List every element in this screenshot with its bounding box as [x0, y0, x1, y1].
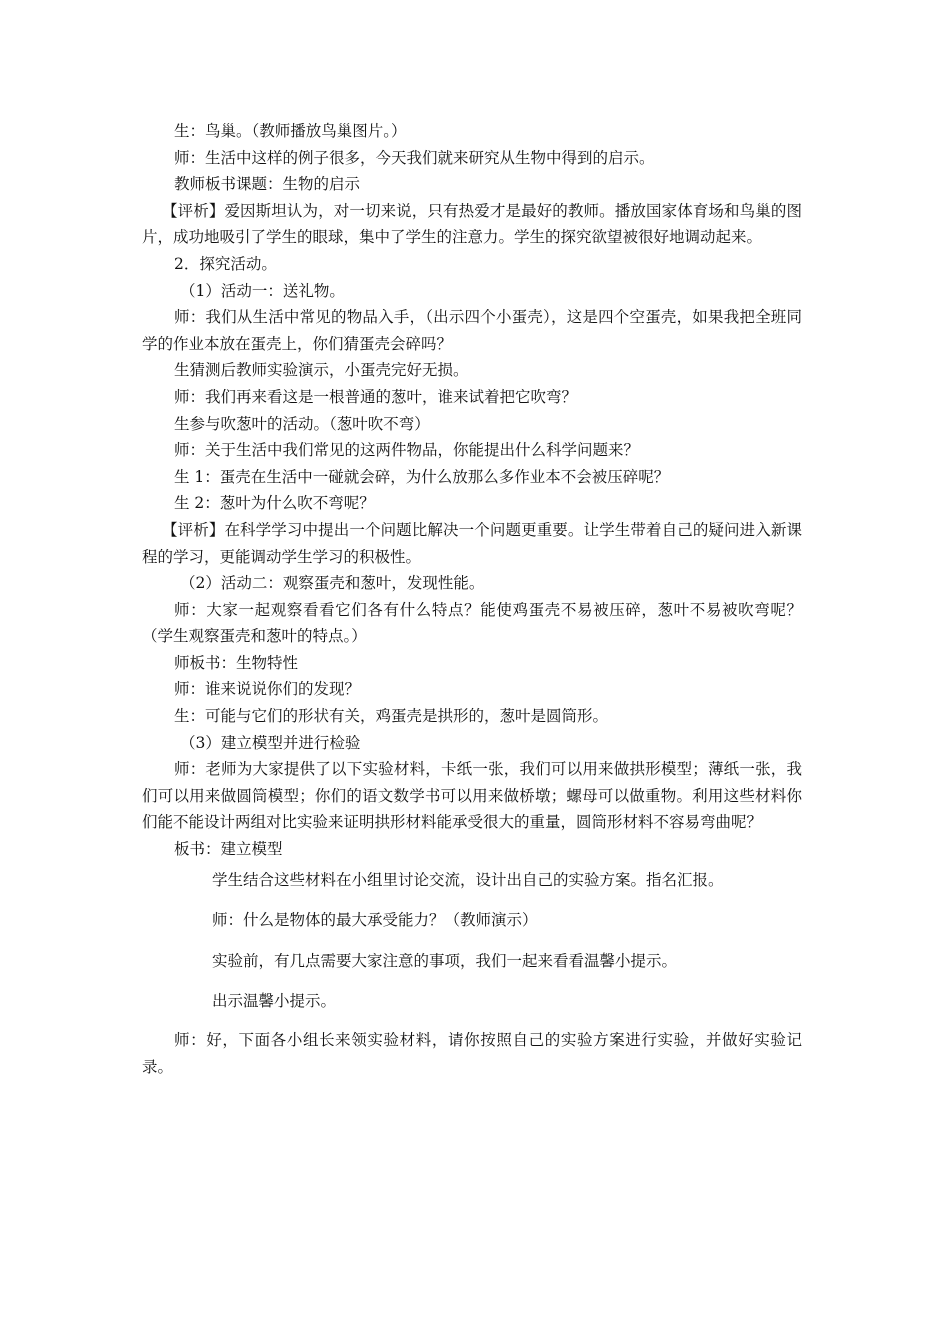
paragraph-21: 师：老师为大家提供了以下实验材料，卡纸一张，我们可以用来做拱形模型；薄纸一张，我们可以用来做圆筒模型；你们的语文数学书可以用来做桥墩；螺母可以做重物。利用这些材料你们能不能设计两组对比实验来证明拱形材料能承受很大的重量，圆筒形材料不容易弯曲呢？	[142, 760, 802, 832]
paragraph-10: 生参与吹葱叶的活动。（葱叶吹不弯）	[174, 414, 430, 433]
paragraph-17: 师板书：生物特性	[174, 653, 299, 672]
paragraph-8: 生猜测后教师实验演示，小蛋壳完好无损。	[174, 361, 469, 380]
paragraph-11: 师：关于生活中我们常见的这两件物品，你能提出什么科学问题来？	[174, 441, 640, 460]
paragraph-23: 学生结合这些材料在小组里讨论交流，设计出自己的实验方案。指名汇报。	[212, 870, 724, 889]
paragraph-25: 实验前，有几点需要大家注意的事项，我们一起来看看温馨小提示。	[212, 951, 678, 970]
paragraph-22: 板书：建立模型	[174, 840, 283, 859]
commentary-2: 【评析】在科学学习中提出一个问题比解决一个问题更重要。让学生带着自己的疑问进入新课程的学习，更能调动学生学习的积极性。	[142, 520, 802, 566]
paragraph-2: 师：生活中这样的例子很多，今天我们就来研究从生物中得到的启示。	[174, 148, 655, 167]
paragraph-16: 师：大家一起观察看看它们各有什么特点？能使鸡蛋壳不易被压碎，葱叶不易被吹弯呢？（学生观察蛋壳和葱叶的特点。）	[142, 600, 802, 646]
paragraph-27: 师：好，下面各小组长来领实验材料，请你按照自己的实验方案进行实验，并做好实验记录。	[142, 1031, 802, 1076]
activity-2-heading: （2）活动二：观察蛋壳和葱叶，发现性能。	[180, 574, 485, 593]
document-page	[142, 118, 802, 1080]
paragraph-19: 生：可能与它们的形状有关，鸡蛋壳是拱形的，葱叶是圆筒形。	[174, 707, 609, 726]
commentary-1: 【评析】爱因斯坦认为，对一切来说，只有热爱才是最好的教师。播放国家体育场和鸟巢的图片，成功地吸引了学生的眼球，集中了学生的注意力。学生的探究欲望被很好地调动起来。	[142, 201, 802, 247]
paragraph-3: 教师板书课题：生物的启示	[174, 175, 361, 194]
paragraph-12: 生 1：蛋壳在生活中一碰就会碎，为什么放那么多作业本不会被压碎呢？	[174, 467, 670, 486]
paragraph-7: 师：我们从生活中常见的物品入手，（出示四个小蛋壳），这是四个空蛋壳，如果我把全班同学的作业本放在蛋壳上，你们猜蛋壳会碎吗？	[142, 308, 802, 353]
paragraph-26: 出示温馨小提示。	[212, 992, 337, 1011]
paragraph-13: 生 2：葱叶为什么吹不弯呢？	[174, 494, 375, 513]
paragraph-9: 师：我们再来看这是一根普通的葱叶，谁来试着把它吹弯？	[174, 387, 578, 406]
paragraph-1: 生：鸟巢。（教师播放鸟巢图片。）	[174, 122, 407, 140]
paragraph-18: 师：谁来说说你们的发现？	[174, 680, 361, 699]
paragraph-24: 师：什么是物体的最大承受能力？（教师演示）	[212, 911, 538, 930]
section-heading-2: 2．探究活动。	[174, 254, 277, 273]
activity-3-heading: （3）建立模型并进行检验	[180, 733, 361, 752]
activity-1-heading: （1）活动一：送礼物。	[180, 281, 345, 300]
